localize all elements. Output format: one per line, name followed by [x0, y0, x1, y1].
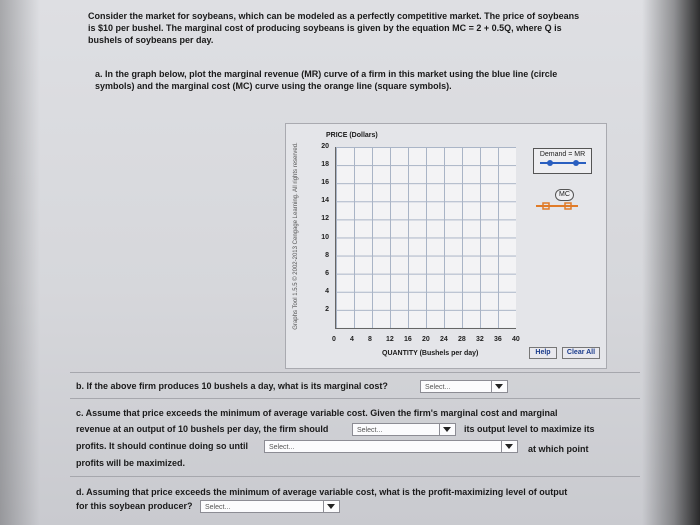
clear-all-button[interactable]: Clear All [562, 347, 600, 359]
x-tick-label: 36 [494, 336, 502, 343]
x-tick-label: 8 [368, 336, 372, 343]
part-c-line-1: c. Assume that price exceeds the minimum of average variable cost. Given the firm's marginal cost and marginal [76, 408, 558, 418]
part-b-select[interactable] [420, 380, 508, 393]
x-tick-label: 20 [422, 336, 430, 343]
y-tick-label: 20 [321, 143, 329, 150]
x-tick-label: 24 [440, 336, 448, 343]
x-tick-label: 12 [386, 336, 394, 343]
part-a-line-2: symbols) and the marginal cost (MC) curve using the orange line (square symbols). [95, 81, 452, 91]
chevron-down-icon [501, 441, 517, 452]
part-c-select-1-value: Select... [357, 427, 383, 434]
circle-line-icon [538, 158, 588, 168]
part-d-line-2: for this soybean producer? [76, 501, 193, 511]
part-b-select-value: Select... [425, 384, 451, 391]
chevron-down-icon [491, 381, 507, 392]
y-axis-title: PRICE (Dollars) [326, 132, 378, 139]
intro-line-2: is $10 per bushel. The marginal cost of producing soybeans is given by the equation MC = 2 + 0.5Q, where Q is [88, 23, 562, 33]
legend-mc-square-line-icon[interactable] [534, 201, 580, 211]
y-tick-label: 18 [321, 161, 329, 169]
part-c-select-1[interactable] [352, 423, 456, 436]
y-tick-label: 16 [321, 179, 329, 187]
part-c-select-2-value: Select... [269, 444, 295, 451]
x-tick-label: 40 [512, 336, 520, 343]
part-c-line-2a: revenue at an output of 10 bushels per day, the firm should [76, 424, 329, 434]
y-tick-label: 2 [325, 305, 329, 313]
copyright-text: Graphs Tool 1.5.5 © 2002-2013 Cengage Learning. All rights reserved. [293, 142, 299, 330]
x-axis-title: QUANTITY (Bushels per day) [382, 350, 479, 357]
x-tick-label: 16 [404, 336, 412, 343]
y-tick-label: 12 [321, 215, 329, 223]
chevron-down-icon [323, 501, 339, 512]
help-button[interactable]: Help [529, 347, 557, 359]
graph-grid[interactable] [335, 147, 516, 329]
section-divider [70, 372, 640, 373]
part-c-line-3b: at which point [528, 444, 589, 454]
part-c-line-4: profits will be maximized. [76, 458, 186, 468]
part-b-question: b. If the above firm produces 10 bushels a day, what is its marginal cost? [76, 381, 388, 391]
intro-line-3: bushels of soybeans per day. [88, 35, 214, 45]
legend-mc-label: MC [555, 189, 574, 201]
intro-line-1: Consider the market for soybeans, which can be modeled as a perfectly competitive market. The price of soybeans [88, 11, 580, 21]
legend-demand-mr-tool[interactable] [533, 148, 592, 174]
part-a-line-1: a. In the graph below, plot the marginal revenue (MR) curve of a firm in this market using the blue line (circle [95, 69, 558, 79]
y-tick-label: 14 [321, 197, 329, 205]
x-tick-label: 0 [332, 336, 336, 343]
part-c-line-2b: its output level to maximize its [464, 424, 595, 434]
part-c-select-2[interactable] [264, 440, 518, 453]
y-tick-label: 8 [325, 251, 329, 259]
part-d-line-1: d. Assuming that price exceeds the minimum of average variable cost, what is the profit-maximizing level of output [76, 487, 568, 497]
legend-demand-label: Demand = MR [539, 151, 586, 158]
part-d-select-value: Select... [205, 504, 231, 511]
chevron-down-icon [439, 424, 455, 435]
x-tick-label: 32 [476, 336, 484, 343]
section-divider [70, 476, 640, 477]
x-tick-label: 28 [458, 336, 466, 343]
y-tick-label: 10 [321, 233, 329, 241]
x-tick-label: 4 [350, 336, 354, 343]
section-divider [70, 398, 640, 399]
part-d-select[interactable] [200, 500, 340, 513]
y-tick-label: 6 [325, 269, 329, 277]
part-c-line-3a: profits. It should continue doing so until [76, 441, 248, 451]
y-tick-label: 4 [325, 287, 329, 295]
